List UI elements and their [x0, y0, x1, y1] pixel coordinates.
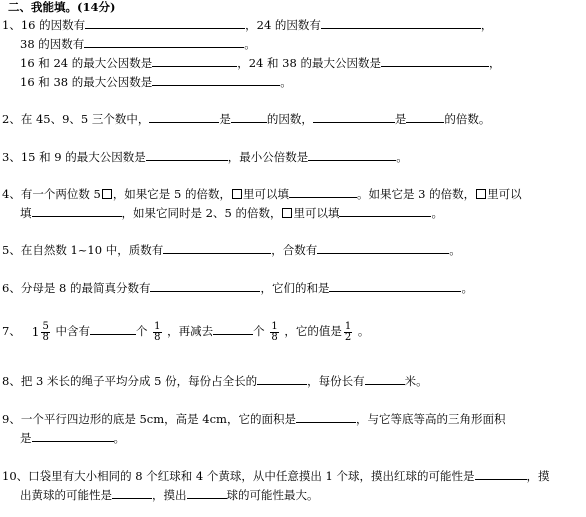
question-10-number: 10、: [2, 469, 29, 483]
question-1-line-4: [20, 74, 292, 89]
question-7-number: 7、: [2, 324, 21, 338]
mixed-number-whole: 1: [31, 325, 40, 339]
q10-text-b1: 出黄球的可能性是: [20, 488, 112, 502]
question-3: [2, 149, 408, 164]
q5-text-a1: 在自然数 1~10 中，质数有: [20, 243, 164, 257]
fraction-one-eighth: [153, 322, 161, 343]
q2-blank-3[interactable]: [313, 111, 395, 123]
q4-text-b3: 里可以填: [293, 206, 340, 220]
q4-text-a4: 。如果它是 3 的倍数，: [356, 187, 476, 201]
q10-blank-red[interactable]: [475, 468, 527, 480]
box-icon: [476, 189, 486, 199]
q6-blank-fractions[interactable]: [150, 280, 260, 292]
q7-text-a5: ，它的值是: [284, 324, 342, 338]
q5-blank-composites[interactable]: [317, 242, 449, 254]
q3-text-a3: 。: [396, 150, 408, 164]
q9-text-b1: 是: [20, 431, 32, 445]
question-7: [2, 318, 369, 345]
q8-blank-fraction[interactable]: [257, 373, 307, 385]
question-1-line-1: [2, 17, 492, 32]
q6-text-a3: 。: [461, 281, 473, 295]
q10-text-a2: ，摸: [526, 469, 550, 483]
fraction-numerator: 1: [344, 320, 352, 332]
q1-blank-factors-38[interactable]: [84, 36, 244, 48]
q1-blank-gcf-16-24[interactable]: [152, 55, 237, 67]
question-4-number: 4、: [2, 187, 21, 201]
fraction-denominator: 8: [154, 331, 161, 343]
q1-blank-factors-16[interactable]: [85, 17, 245, 29]
q2-blank-2[interactable]: [231, 111, 267, 123]
q4-text-a5: 里可以: [487, 187, 522, 201]
q2-text-a5: 的倍数。: [444, 112, 491, 126]
q5-blank-primes[interactable]: [163, 242, 271, 254]
q4-blank-1[interactable]: [289, 186, 357, 198]
q5-text-a2: ，合数有: [271, 243, 318, 257]
q3-text-a2: ，最小公倍数是: [227, 150, 309, 164]
q4-text-a2: ，如果它是 5 的倍数，: [112, 187, 231, 201]
q8-text-a2: ，每份长有: [307, 374, 365, 388]
q9-text-b2: 。: [113, 431, 125, 445]
fraction-numerator: 5: [42, 320, 49, 332]
q9-text-a2: ，与它等底等高的三角形面积: [355, 412, 506, 426]
question-3-number: 3、: [2, 150, 21, 164]
q8-blank-length[interactable]: [365, 373, 405, 385]
q2-text-a2: 是: [219, 112, 231, 126]
q1-text-d2: 。: [280, 75, 292, 89]
q1-text-a3: ，: [480, 18, 493, 32]
q3-blank-lcm[interactable]: [308, 149, 396, 161]
question-1-line-2: [20, 36, 256, 51]
box-icon: [282, 208, 292, 218]
section-title: 二、我能填。(14分): [8, 0, 116, 14]
q6-blank-sum[interactable]: [329, 280, 461, 292]
fraction-numerator: 1: [154, 320, 161, 332]
fraction-denominator: 8: [271, 331, 278, 343]
question-2-number: 2、: [2, 112, 21, 126]
question-4-line-1: [2, 186, 522, 201]
q10-blank-color[interactable]: [187, 487, 227, 499]
q1-blank-gcf-24-38[interactable]: [381, 55, 489, 67]
q7-blank-count[interactable]: [90, 323, 136, 335]
q4-blank-3[interactable]: [339, 205, 431, 217]
fraction-denominator: 2: [344, 331, 352, 343]
q4-blank-2[interactable]: [32, 205, 122, 217]
question-6-number: 6、: [2, 281, 21, 295]
q7-text-a6: 。: [357, 324, 370, 338]
box-icon: [102, 189, 112, 199]
question-6: [2, 280, 473, 295]
q9-blank-area[interactable]: [296, 411, 356, 423]
q7-blank-subtract[interactable]: [213, 323, 253, 335]
q3-text-a1: 15 和 9 的最大公因数是: [20, 150, 146, 164]
q8-text-a3: 米。: [404, 374, 428, 388]
question-9-line-2: [20, 430, 125, 445]
q7-text-a2: 个: [135, 324, 148, 338]
q9-blank-triangle-area[interactable]: [32, 430, 114, 442]
fraction-numerator: 1: [271, 320, 278, 332]
box-icon: [232, 189, 242, 199]
q3-blank-gcf[interactable]: [146, 149, 228, 161]
q4-text-b1: 填: [20, 206, 32, 220]
question-9-line-1: [2, 411, 505, 426]
question-5: [2, 242, 461, 257]
q4-text-a3: 里可以填: [242, 187, 289, 201]
q1-text-c1: 16 和 24 的最大公因数是: [20, 56, 153, 70]
q1-text-c3: ，: [488, 56, 501, 70]
question-9-number: 9、: [2, 412, 21, 426]
fraction-one-eighth: [270, 322, 278, 343]
fraction-denominator: 8: [42, 331, 49, 343]
q7-text-a1: 中含有: [55, 324, 90, 338]
fraction-one-half: [344, 322, 352, 343]
q10-text-b3: 球的可能性最大。: [226, 488, 319, 502]
q1-text-b1: 38 的因数有: [20, 37, 85, 51]
q2-text-a4: 是: [394, 112, 407, 126]
q1-text-c2: ，24 和 38 的最大公因数是: [237, 56, 381, 70]
q1-text-d1: 16 和 38 的最大公因数是: [20, 75, 153, 89]
fraction-five-eighths: [41, 322, 49, 343]
q2-blank-4[interactable]: [406, 111, 444, 123]
question-8: [2, 373, 428, 388]
q1-text-b2: 。: [244, 37, 256, 51]
q4-text-b4: 。: [431, 206, 443, 220]
q6-text-a2: ，它们的和是: [260, 281, 330, 295]
q1-blank-gcf-16-38[interactable]: [152, 74, 280, 86]
q2-text-a3: 的因数，: [266, 112, 313, 126]
q2-blank-1[interactable]: [149, 111, 219, 123]
q1-text-a1: 16 的因数有: [20, 18, 86, 32]
q2-text-a1: 在 45、9、5 三个数中，: [20, 112, 150, 126]
question-4-line-2: [20, 205, 443, 220]
q7-text-a4: 个: [253, 324, 265, 338]
q10-text-a1: 口袋里有大小相同的 8 个红球和 4 个黄球，从中任意摸出 1 个球，摸出红球的可能性是: [28, 469, 475, 483]
q8-text-a1: 把 3 米长的绳子平均分成 5 份，每份占全长的: [20, 374, 258, 388]
q6-text-a1: 分母是 8 的最简真分数有: [20, 281, 151, 295]
q4-text-a1: 有一个两位数 5: [20, 187, 101, 201]
question-1-line-3: [20, 55, 500, 70]
question-10-line-1: [2, 468, 550, 483]
q10-blank-yellow[interactable]: [112, 487, 152, 499]
question-2: [2, 111, 490, 126]
question-8-number: 8、: [2, 374, 21, 388]
q1-text-a2: ，24 的因数有: [245, 18, 321, 32]
q5-text-a3: 。: [449, 243, 461, 257]
q7-text-a3: ，再减去: [167, 324, 214, 338]
q1-blank-factors-24[interactable]: [321, 17, 481, 29]
q9-text-a1: 一个平行四边形的底是 5cm，高是 4cm，它的面积是: [20, 412, 296, 426]
question-5-number: 5、: [2, 243, 21, 257]
q4-text-b2: ，如果它同时是 2、5 的倍数，: [121, 206, 282, 220]
q10-text-b2: ，摸出: [152, 488, 187, 502]
question-1-number: 1、: [2, 18, 21, 32]
question-10-line-2: [20, 487, 319, 502]
